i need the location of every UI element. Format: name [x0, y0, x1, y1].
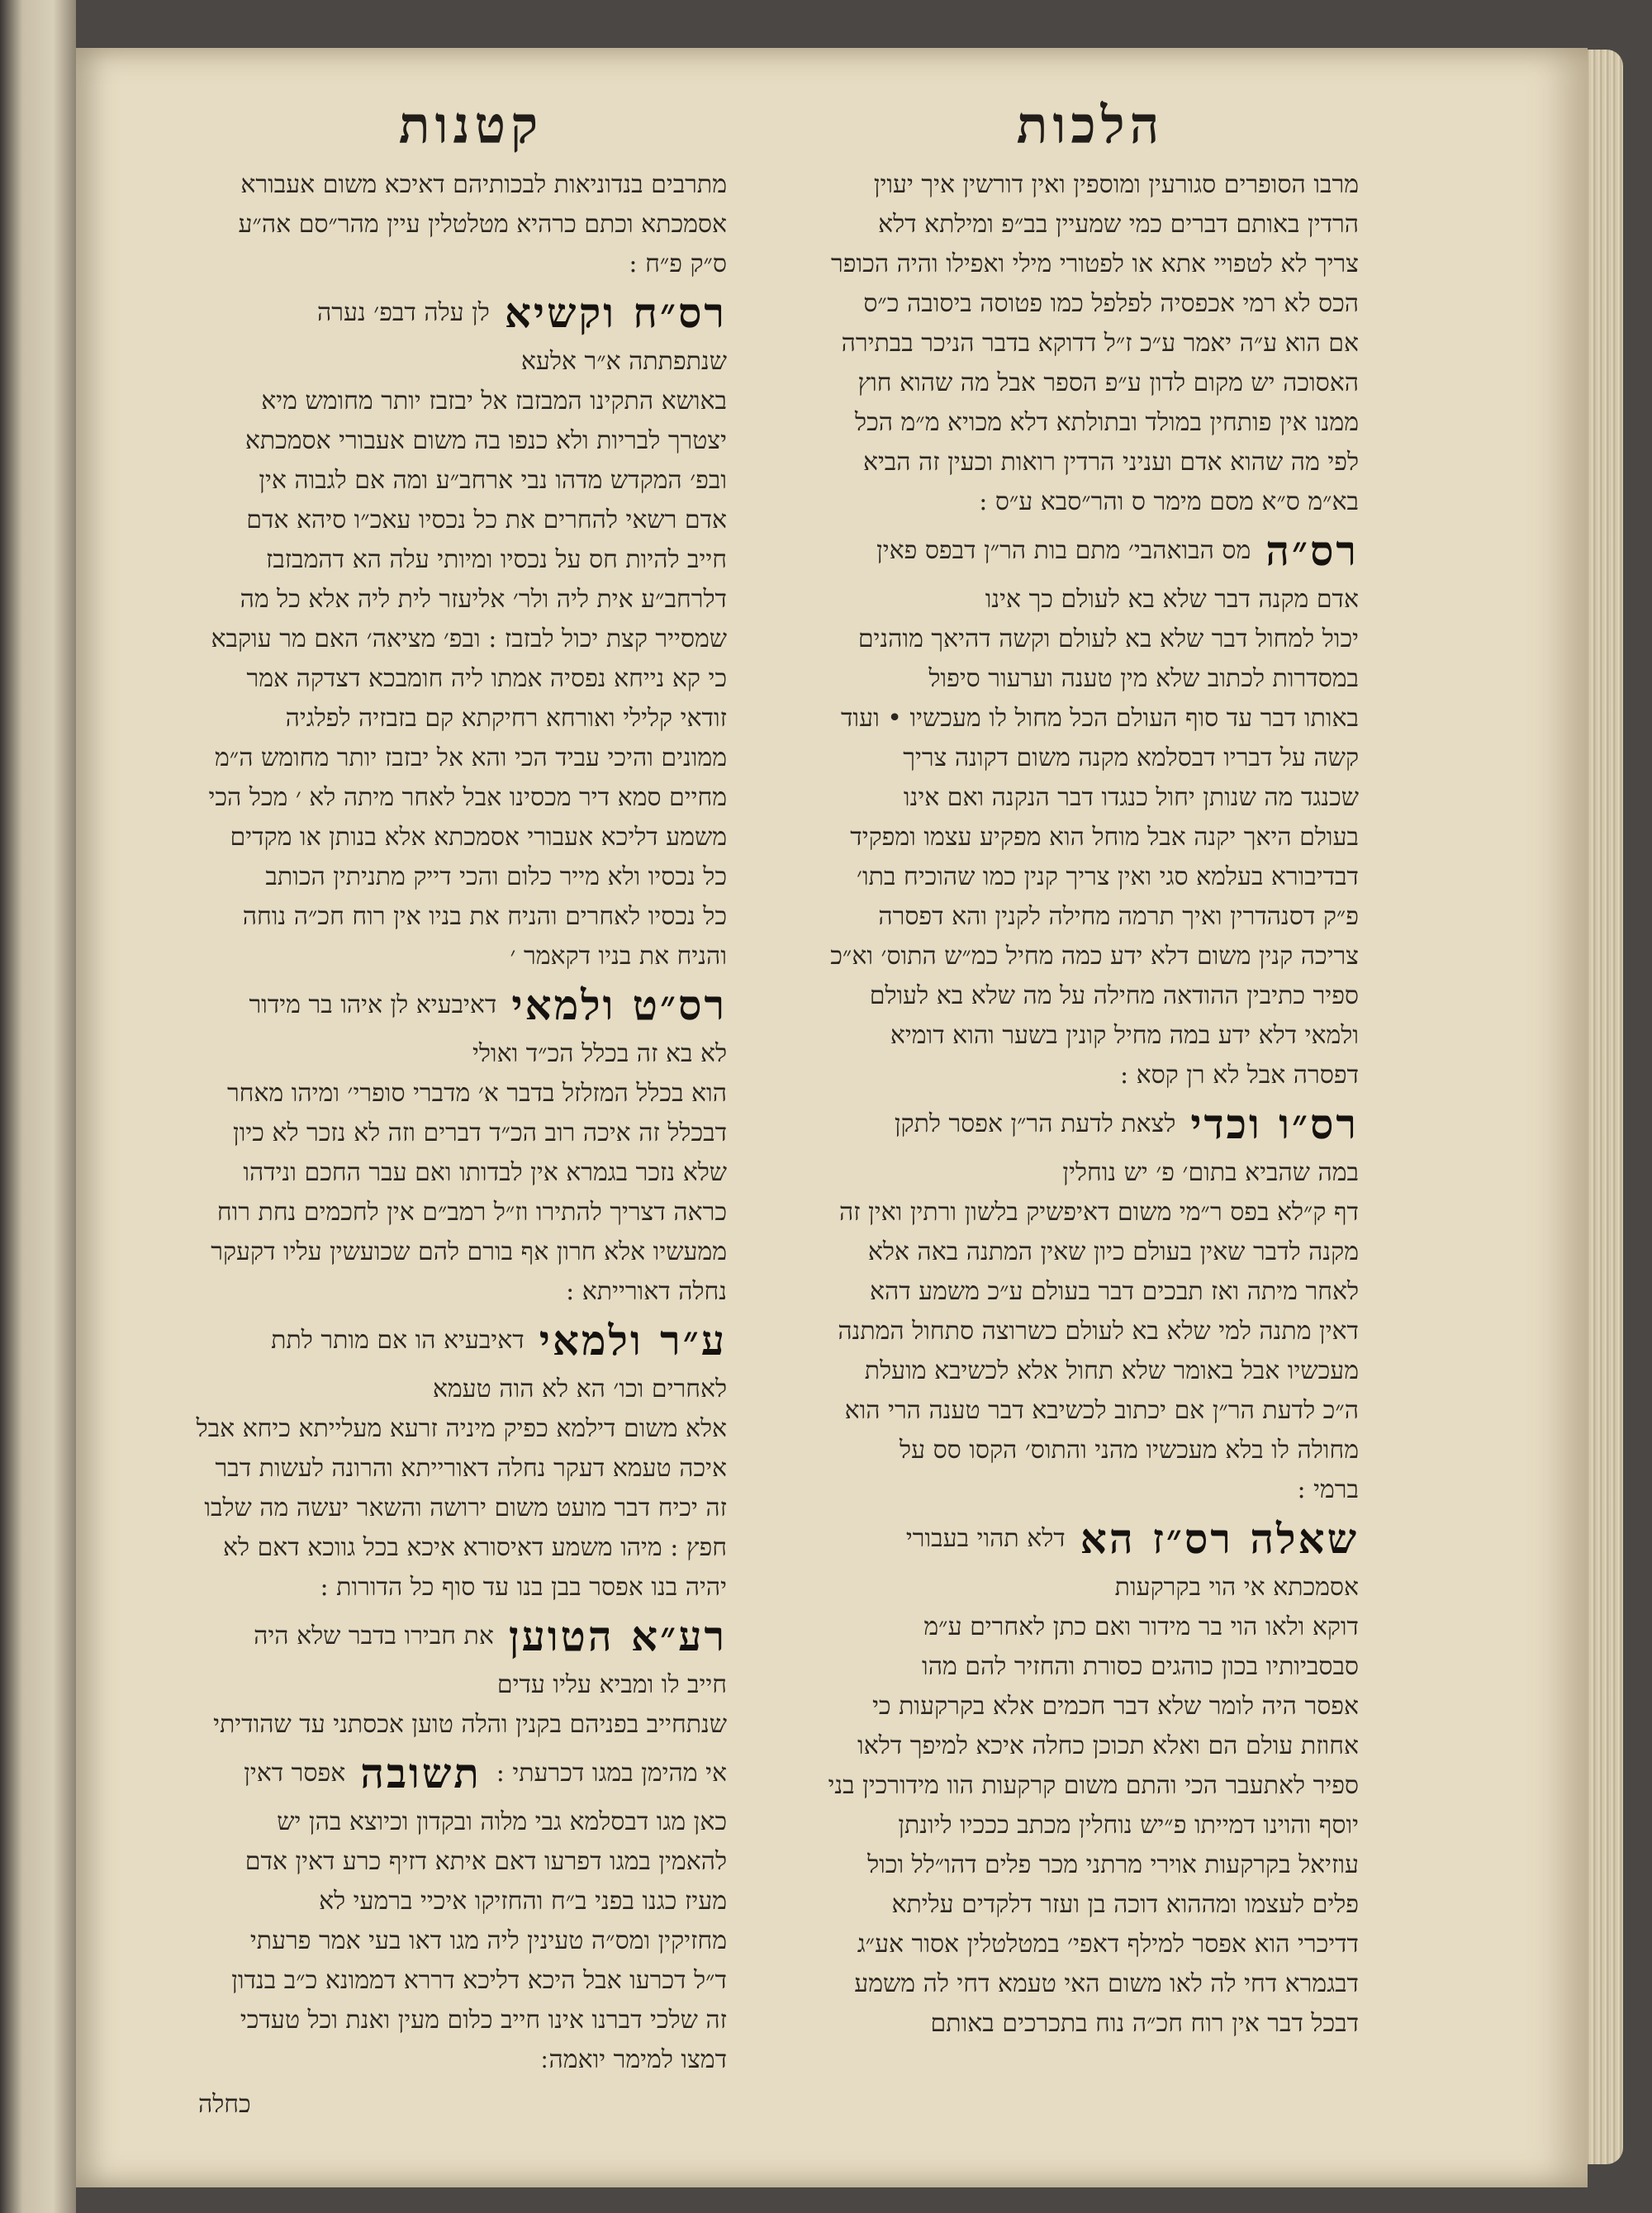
text-line: דאין מתנה למי שלא בא לעולם כשרוצה סתחול המתנה: [838, 1317, 1359, 1346]
text-line: דלרחב״ע אית ליה ולר׳ אליעזר לית ליה אלא כל מה: [240, 585, 727, 614]
section-heading: [748, 1095, 1359, 1153]
text-line: דף ק״לא בפס ר״מי משום דאיפשיק בלשון ורתין ואין זה: [839, 1198, 1359, 1227]
section-heading: [132, 1608, 727, 1665]
section-title: רס״ח וקשיא: [504, 288, 727, 337]
section-title: שאלה רס״ז הא: [1080, 1514, 1359, 1563]
text-line: דבדיבורא בעלמא סגי ואין צריך קנין כמו שהוכיח בתו׳: [857, 862, 1359, 891]
text-line: דבכל דבר אין רוח חכ״ה נוח בתכרכים באותם: [930, 2009, 1359, 2038]
text-line: אדם רשאי להחרים את כל נכסיו עאכ״ו סיהא אדם: [246, 506, 727, 534]
text-line: קשה על דבריו דבסלמא מקנה משום דקונה צריך: [903, 743, 1359, 772]
text-line: מרבו הסופרים סגורעין ומוספין ואין דורשין איך יעוין: [873, 170, 1359, 199]
text-line: חייב להיות חס על נכסיו ומיותי עלה הא דהמבזבז: [265, 545, 727, 574]
text-line: יוסף והוינו דמייתו פ״יש נוחלין מכתב כככיו ליונתן: [898, 1811, 1359, 1840]
section-title: רע״א הטוען: [508, 1612, 727, 1660]
text-line: אחוזת עולם הם ואלא תכוכן כחלה איכא למיפך דלאו: [857, 1731, 1359, 1760]
section-subtitle: דלא תהוי בעבורי: [905, 1524, 1066, 1553]
text-line: עוזיאל בקרקעות אוירי מרתני מכר פלים דהו״לל וכול: [867, 1850, 1359, 1879]
text-line: אפסר היה לומר שלא דבר חכמים אלא בקרקעות כי: [872, 1692, 1359, 1721]
text-line: סבסביותיו בכון כוהגים כסורת והחזיר להם מהו: [922, 1652, 1359, 1681]
section-heading: [748, 1510, 1359, 1568]
text-line: במה שהביא בתום׳ פ׳ יש נוחלין: [1062, 1158, 1359, 1187]
section-title: ע״ר ולמאי: [539, 1316, 727, 1365]
text-line: והניח את בניו דקאמר ׳: [510, 942, 727, 971]
text-line: ה״כ לדעת הר״ן אם יכתוב לכשיבא דבר טענה הרי הוא: [844, 1396, 1359, 1425]
paragraph: [132, 165, 727, 284]
text-line: מקנה לדבר שאין בעולם כיון שאין המתנה באה אלא: [867, 1237, 1359, 1266]
text-line: צריך לא לטפויי אתא או לפטורי מילי ואפילו והיה הכופר: [831, 249, 1359, 278]
text-line: דמצו למימר יואמה ׃: [541, 2045, 727, 2074]
text-line: כל נכסיו לאחרים והניח את בניו אין רוח חכ״ה נוחה: [242, 902, 727, 931]
teshuva-heading: [132, 1745, 727, 1802]
text-line: זה יכיח דבר מועט משום ירושה והשאר יעשה מה שלבו: [204, 1494, 727, 1522]
text-line: ממונים והיכי עביד הכי והא אל יבזבז יותר מחומש ה״מ: [215, 743, 727, 772]
text-line: איכה טעמא דעקר נחלה דאורייתא והרונה לעשות דבר: [215, 1454, 727, 1483]
text-line: כאן מגו דבסלמא גבי מלוה ובקדון וכיוצא בהן יש: [277, 1807, 727, 1836]
running-head-right: הלכות: [1016, 95, 1165, 155]
text-line: כראה דצריך להתירו וז״ל רמב״ם אין לחכמים נחת רוח: [216, 1198, 727, 1227]
section-heading: [132, 976, 727, 1034]
paragraph: [132, 1802, 727, 2080]
teshuva-label: תשובה: [360, 1749, 482, 1797]
section-title: רס״ה: [1265, 526, 1359, 575]
text-line: מחיים סמא דיר מכסינו אבל לאחר מיתה לא ׳ מכל הכי: [208, 783, 727, 812]
text-line: מעכשיו אבל באומר שלא תחול אלא לכשיבא מועלת: [864, 1356, 1359, 1385]
text-line: פ״ק דסנהדרין ואיך תרמה מחילה לקנין והא דפסרה: [878, 902, 1359, 931]
text-line: שמסייר קצת יכול לבזבז : ובפ׳ מציאה׳ האם מר עוקבא: [211, 624, 727, 653]
text-line: אסמכתא אי הוי בקרקעות: [1114, 1573, 1359, 1602]
section-subtitle: מס הבואהבי׳ מתם בות הר״ן דבפס פאין: [876, 536, 1251, 565]
text-line: זודאי קלילי ואורחא רחיקתא קם בזבזיה לפלגיה: [285, 704, 727, 733]
text-line: כל נכסיו ולא מייר כלום והכי דייק מתניתין הכותב: [265, 862, 727, 891]
text-line: באותו דבר עד סוף העולם הכל מחול לו מעכשיו • ועוד: [840, 704, 1359, 733]
paragraph: [748, 580, 1359, 1095]
text-line: זה שלכי דברנו אינו חייב כלום מעין ואנת וכל טעדכי: [240, 2006, 727, 2035]
section-subtitle: דאיבעיא לן איהו בר מידור: [249, 990, 497, 1019]
text-line: לפי מה שהוא אדם ועניני הרדין רואות וכעין זה הביא: [862, 448, 1359, 477]
text-line: צריכה קנין משום דלא ידע כמה מחיל כמ״ש התוס׳ וא״כ: [830, 942, 1359, 971]
paragraph: [748, 1153, 1359, 1510]
section-heading: [748, 522, 1359, 580]
running-head-left: קטנות: [398, 95, 544, 155]
text-line: יכול למחול דבר שלא בא לעולם וקשה דהיאך מוהנים: [857, 624, 1359, 653]
text-line: נחלה דאורייתא :: [566, 1277, 727, 1306]
text-line: לאחר מיתה ואז תבכים דבר בעולם ע״כ משמע דהא: [869, 1277, 1359, 1306]
text-line: ד״ל דכרעו אבל היכא דליכא דררא דממונא כ״ב בנדון: [231, 1966, 727, 1995]
text-line: משמע דליכא אעבורי אסמכתא אלא בנותן או מקדים: [230, 823, 727, 852]
section-heading: [132, 1312, 727, 1370]
text-line: ספיר לאתעבר הכי והתם משום קרקעות הוו מידורכין בני: [828, 1771, 1359, 1800]
text-line: מעיז כגנו בפני ב״ח והחזיקו איכיי ברמעי לא: [319, 1887, 727, 1916]
text-line: האסוכה יש מקום לדון ע״פ הספר אבל מה שהוא חוץ: [857, 368, 1359, 397]
text-line: חפץ : מיהו משמע דאיסורא איכא בכל גווכא דאם לא: [223, 1533, 727, 1562]
text-line: הרדין באותם דברים כמי שמעיין בב״פ ומילתא דלא: [878, 210, 1359, 239]
section-title: רס״ט ולמאי: [511, 981, 727, 1029]
text-line: ס״ק פ״ח :: [629, 249, 727, 278]
text-line: לא בא זה בכלל הכ״ד ואולי: [472, 1039, 727, 1068]
text-line: אסמכתא וכתם כרהיא מטלטלין עיין מהר״סם אה״ע: [238, 210, 727, 239]
section-subtitle: את חבירו בדבר שלא היה: [254, 1622, 494, 1650]
text-line: שנתפתתה א״ר אלעא: [520, 347, 727, 376]
section-title: רס״ו וכדי: [1190, 1099, 1359, 1148]
paragraph: [748, 1568, 1359, 2044]
text-line: ממעשיו אלא חרון אף בורם להם שכועשין עליו דקעקר: [211, 1237, 727, 1266]
section-subtitle: דאיבעיא הו אם מותר לתת: [271, 1326, 525, 1355]
text-line: שנתחייב בפניהם בקנין והלה טוען אכסתני עד שהודיתי: [213, 1710, 727, 1739]
text-line: ובפ׳ המקדש מדהו נבי ארחב״ע ומה אם לגבוה אין: [259, 466, 727, 495]
text-line: מתרבים בנדוניאות לבכותיהם דאיכא משום אעבורא: [240, 170, 727, 199]
text-line: דבגמרא דחי לה לאו משום האי טעמא דחי לה משמע: [854, 1969, 1359, 1998]
paragraph: [132, 1034, 727, 1312]
paragraph: [132, 1665, 727, 1745]
text-line: דדיכרי הוא אפסר למילף דאפי׳ במטלטלין אסור אע״ג: [857, 1930, 1359, 1959]
text-line: ברמי :: [1297, 1475, 1359, 1504]
right-column: [748, 165, 1359, 2044]
text-line: אלא משום דילמא כפיק מיניה זרעא מעלייתא כיחא אבל: [196, 1414, 727, 1443]
text-line: אדם מקנה דבר שלא בא לעולם כך אינו: [985, 585, 1359, 614]
text-line: שלא נזכר בגמרא אין לבדותו ואם עבר החכם ונידהו: [243, 1158, 727, 1187]
text-line: ספיר כתיבין ההודאה מחילה על מה שלא בא לעולם: [869, 981, 1359, 1010]
text-line: להאמין במגו דפרעו דאם איתא דזיף כרע דאין אדם: [244, 1847, 727, 1876]
teshuva-after-text: אפסר דאין: [244, 1759, 346, 1788]
text-line: חייב לו ומביא עליו עדים: [496, 1670, 727, 1699]
text-line: יהיה בנו אפסר בבן בנו עד סוף כל הדורות :: [320, 1573, 727, 1602]
text-line: אם הוא ע״ה יאמר ע״כ ז״ל דדוקא בדבר הניכר בבתירה: [841, 329, 1359, 358]
previous-page-edge: [0, 0, 76, 2213]
text-line: שכנגד מה שנותן יחול כנגדו דבר הנקנה ואם אינו: [903, 783, 1359, 812]
text-line: בעולם היאך יקנה אבל מוחל הוא מפקיע עצמו ומפקיד: [850, 823, 1359, 852]
paragraph: [748, 165, 1359, 522]
section-subtitle: לצאת לדעת הר״ן אפסר לתקן: [894, 1109, 1176, 1138]
text-line: יצטרך לבריות ולא כנפו בה משום אעבורי אסמכתא: [244, 426, 727, 455]
catchword: כחלה: [198, 2090, 251, 2119]
text-line: בא״מ ס״א מסם מימר ס והר״סבא ע״ס :: [979, 487, 1359, 516]
paragraph: [132, 342, 727, 976]
text-line: מחזיקין ומס״ה טעינין ליה מגו דאו בעי אמר פרעתי: [249, 1926, 727, 1955]
text-line: דפסרה אבל לא רן קסא :: [1119, 1061, 1359, 1090]
text-line: באושא התקינו המבזבז אל יבזבז יותר מחומש מיא: [261, 387, 727, 416]
text-line: הכס לא רמי אכפסיה לפלפל כמו פטוסה ביסובה כ״ס: [863, 289, 1359, 318]
text-line: במסדרות לכתוב שלא מין טענה וערעור סיפול: [928, 664, 1359, 693]
left-column: [132, 165, 727, 2080]
text-line: כי קא נייחא נפסיה אמתו ליה חומבכא דצדקה אמר: [246, 664, 727, 693]
teshuva-before-text: אי מהימן במגו דכרעתי :: [496, 1759, 727, 1788]
text-line: הוא בכלל המזלזל בדבר א׳ מדברי סופרי׳ ומיהו מאחר: [226, 1079, 727, 1108]
text-line: פלים לעצמו ומההוא דוכה בן ועזר דלקדים עליתא: [891, 1890, 1359, 1919]
section-subtitle: לן עלה דבפ׳ נערה: [317, 298, 490, 327]
text-line: ולמאי דלא ידע במה מחיל קונין בשער והוא דומיא: [890, 1021, 1359, 1050]
text-line: מחולה לו בלא מעכשיו מהני והתוס׳ הקסו סס על: [900, 1436, 1359, 1465]
paragraph: [132, 1370, 727, 1608]
text-line: דוקא ולאו הוי בר מידור ואם כתן לאחרים ע״מ: [923, 1612, 1359, 1641]
text-line: לאחרים וכו׳ הא לא הוה טעמא: [432, 1375, 727, 1403]
section-heading: [132, 284, 727, 342]
text-line: דבכלל זה איכה רוב הכ״ד דברים וזה לא נזכר לא כיון: [233, 1118, 727, 1147]
text-line: ממנו אין פותחין במולד ובתולתא דלא מכויא מ״מ הכל: [855, 408, 1359, 437]
